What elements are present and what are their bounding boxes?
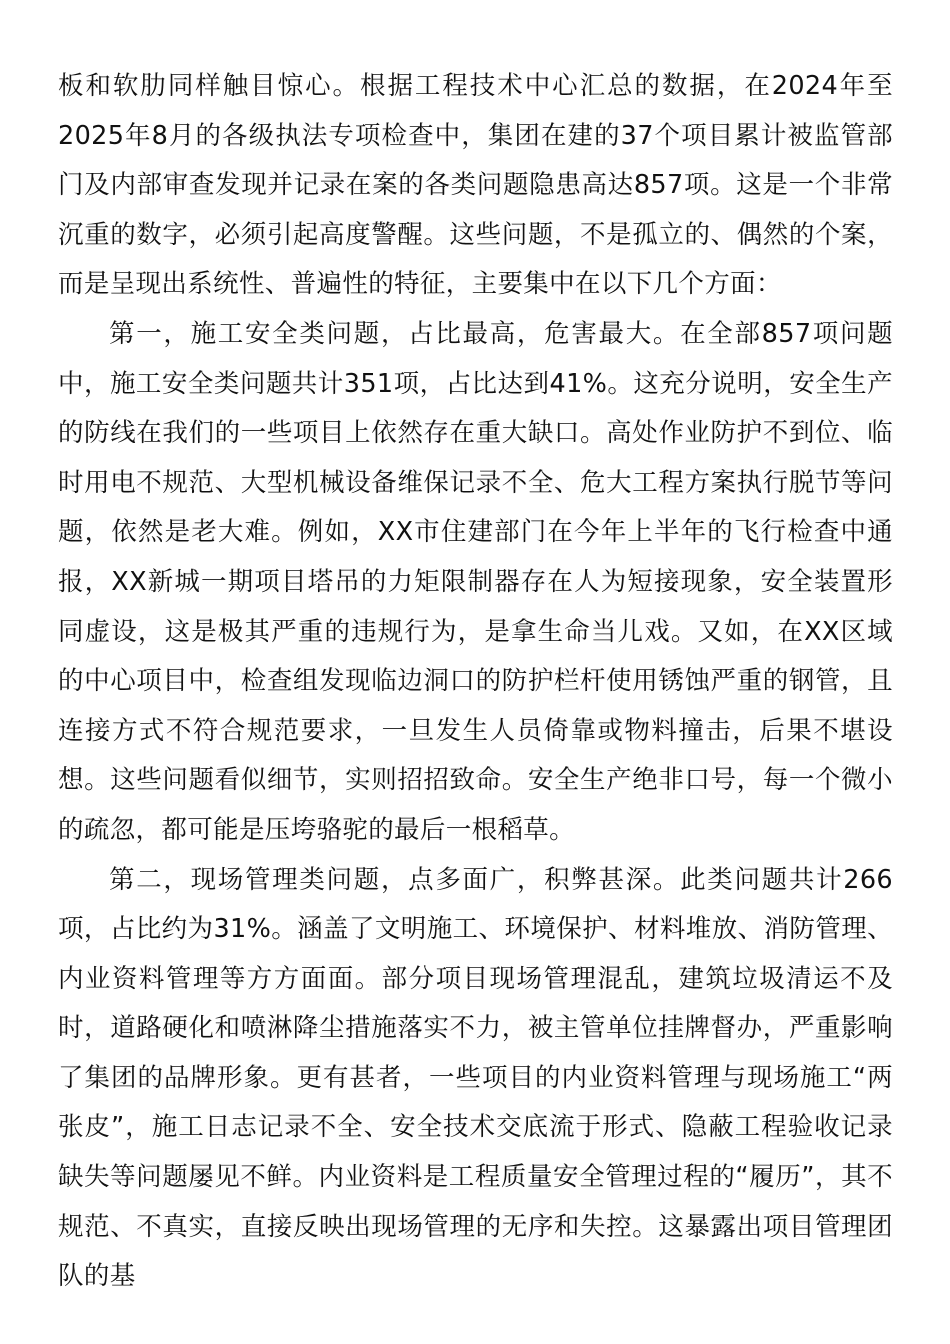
document-page — [58, 62, 893, 1302]
paragraph-construction-safety: 第一，施工安全类问题，占比最高，危害最大。在全部857项问题中，施工安全类问题共计351项，占比达到41%。这充分说明，安全生产的防线在我们的一些项目上依然存在重大缺口。高处作业防护不到位、临时用电不规范、大型机械设备维保记录不全、危大工程方案执行脱节等问题，依然是老大难。例如，XX市住建部门在今年上半年的飞行检查中通报，XX新城一期项目塔吊的力矩限制器存在人为短接现象，安全装置形同虚设，这是极其严重的违规行为，是拿生命当儿戏。又如，在XX区域的中心项目中，检查组发现临边洞口的防护栏杆使用锈蚀严重的钢管，且连接方式不符合规范要求，一旦发生人员倚靠或物料撞击，后果不堪设想。这些问题看似细节，实则招招致命。安全生产绝非口号，每一个微小的疏忽，都可能是压垮骆驼的最后一根稻草。 — [58, 318, 893, 845]
paragraph-site-management: 第二，现场管理类问题，点多面广，积弊甚深。此类问题共计266项，占比约为31%。涵盖了文明施工、环境保护、材料堆放、消防管理、内业资料管理等方方面面。部分项目现场管理混乱，建筑垃圾清运不及时，道路硬化和喷淋降尘措施落实不力，被主管单位挂牌督办，严重影响了集团的品牌形象。更有甚者，一些项目的内业资料管理与现场施工“两张皮”，施工日志记录不全、安全技术交底流于形式、隐蔽工程验收记录缺失等问题屡见不鲜。内业资料是工程质量安全管理过程的“履历”，其不规范、不真实，直接反映出现场管理的无序和失控。这暴露出项目管理团队的基 — [58, 864, 893, 1292]
paragraph-intro: 板和软肋同样触目惊心。根据工程技术中心汇总的数据，在2024年至2025年8月的各级执法专项检查中，集团在建的37个项目累计被监管部门及内部审查发现并记录在案的各类问题隐患高达857项。这是一个非常沉重的数字，必须引起高度警醒。这些问题，不是孤立的、偶然的个案，而是呈现出系统性、普遍性的特征，主要集中在以下几个方面： — [58, 71, 893, 300]
